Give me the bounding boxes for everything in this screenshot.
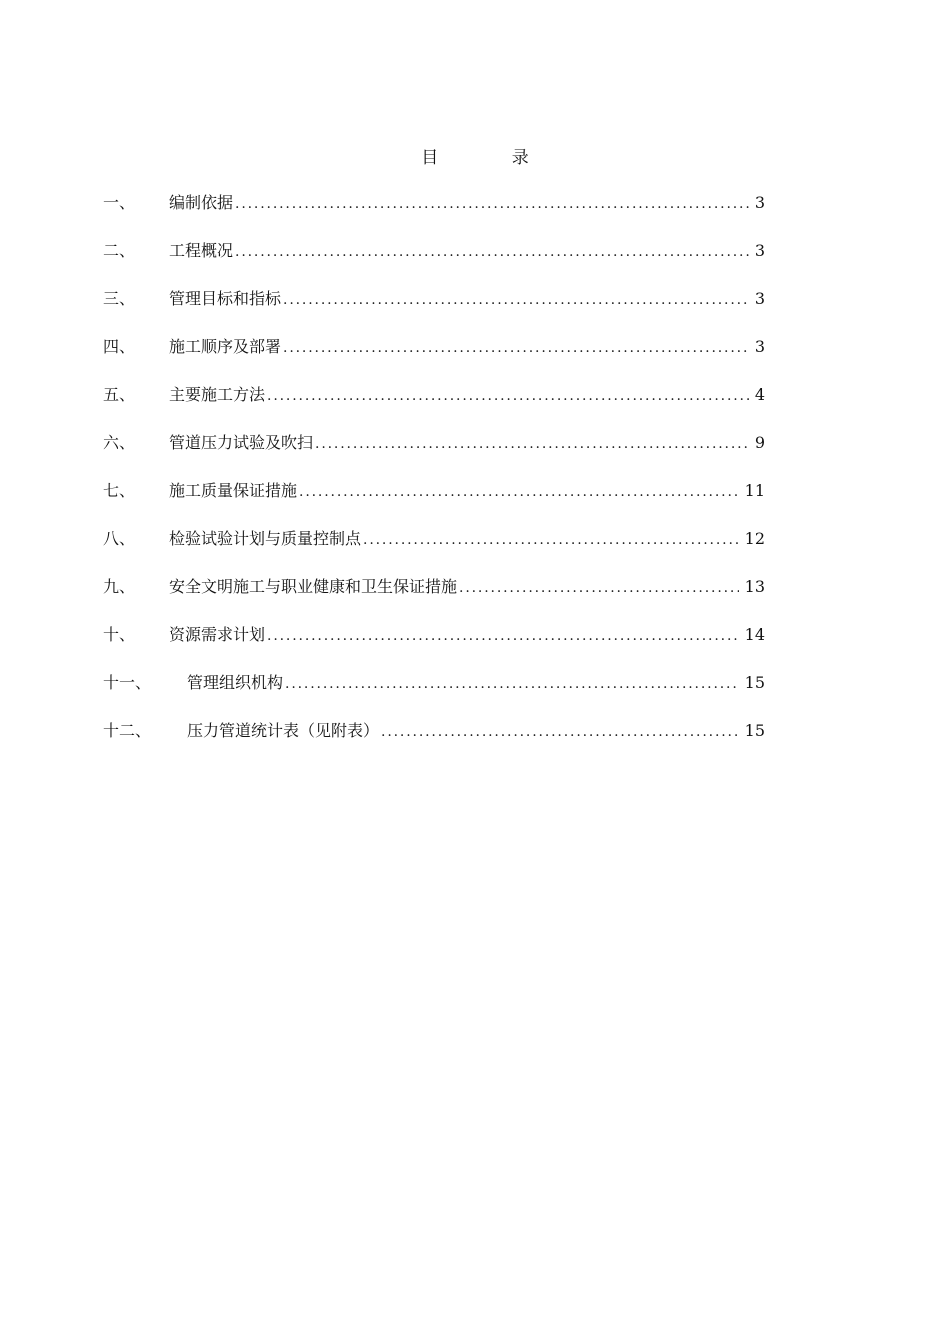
toc-entry-2[interactable] xyxy=(103,236,765,284)
toc-entry-number: 十一、 xyxy=(103,673,152,692)
toc-entry-page: 11 xyxy=(744,481,765,500)
toc-dot-leader xyxy=(381,717,739,747)
toc-entry-label: 主要施工方法 xyxy=(169,385,266,404)
toc-entry-10[interactable] xyxy=(103,620,765,668)
toc-entry-7[interactable] xyxy=(103,476,765,524)
toc-entry-number: 二、 xyxy=(103,241,136,260)
toc-entry-label: 施工顺序及部署 xyxy=(169,337,282,356)
toc-dot-leader xyxy=(299,477,739,507)
toc-entry-number: 四、 xyxy=(103,337,136,356)
page-title: 目 录 xyxy=(421,148,563,168)
toc-entry-page: 15 xyxy=(744,673,765,692)
toc-entry-3[interactable] xyxy=(103,284,765,332)
toc-entry-label: 施工质量保证措施 xyxy=(169,481,298,500)
table-of-contents xyxy=(103,188,765,764)
toc-entry-label: 工程概况 xyxy=(169,241,234,260)
toc-entry-number: 七、 xyxy=(103,481,136,500)
toc-entry-page: 3 xyxy=(754,241,765,260)
toc-entry-label: 编制依据 xyxy=(169,193,234,212)
toc-entry-page: 13 xyxy=(744,577,765,596)
toc-entry-5[interactable] xyxy=(103,380,765,428)
toc-entry-1[interactable] xyxy=(103,188,765,236)
toc-entry-label: 管理目标和指标 xyxy=(169,289,282,308)
toc-entry-page: 14 xyxy=(744,625,765,644)
toc-entry-9[interactable] xyxy=(103,572,765,620)
toc-entry-page: 12 xyxy=(744,529,765,548)
toc-entry-number: 三、 xyxy=(103,289,136,308)
toc-dot-leader xyxy=(235,189,749,219)
toc-dot-leader xyxy=(285,669,739,699)
toc-entry-label: 安全文明施工与职业健康和卫生保证措施 xyxy=(169,577,458,596)
toc-entry-number: 九、 xyxy=(103,577,136,596)
toc-entry-6[interactable] xyxy=(103,428,765,476)
toc-entry-label: 检验试验计划与质量控制点 xyxy=(169,529,362,548)
toc-entry-page: 3 xyxy=(754,337,765,356)
toc-entry-label: 压力管道统计表（见附表） xyxy=(187,721,380,740)
toc-dot-leader xyxy=(283,333,749,363)
toc-entry-page: 3 xyxy=(754,289,765,308)
toc-dot-leader xyxy=(459,573,739,603)
toc-entry-12[interactable] xyxy=(103,716,765,764)
toc-entry-label: 管道压力试验及吹扫 xyxy=(169,433,314,452)
toc-entry-number: 六、 xyxy=(103,433,136,452)
toc-dot-leader xyxy=(267,381,749,411)
toc-dot-leader xyxy=(235,237,749,267)
toc-entry-number: 十、 xyxy=(103,625,136,644)
toc-entry-page: 4 xyxy=(754,385,765,404)
toc-dot-leader xyxy=(283,285,749,315)
toc-entry-label: 管理组织机构 xyxy=(187,673,284,692)
toc-entry-label: 资源需求计划 xyxy=(169,625,266,644)
toc-dot-leader xyxy=(363,525,739,555)
toc-entry-page: 3 xyxy=(754,193,765,212)
toc-entry-number: 十二、 xyxy=(103,721,152,740)
toc-dot-leader xyxy=(315,429,749,459)
toc-entry-4[interactable] xyxy=(103,332,765,380)
toc-entry-8[interactable] xyxy=(103,524,765,572)
toc-entry-number: 八、 xyxy=(103,529,136,548)
toc-entry-page: 9 xyxy=(754,433,765,452)
toc-entry-number: 五、 xyxy=(103,385,136,404)
toc-entry-number: 一、 xyxy=(103,193,136,212)
toc-dot-leader xyxy=(267,621,739,651)
toc-entry-page: 15 xyxy=(744,721,765,740)
toc-entry-11[interactable] xyxy=(103,668,765,716)
